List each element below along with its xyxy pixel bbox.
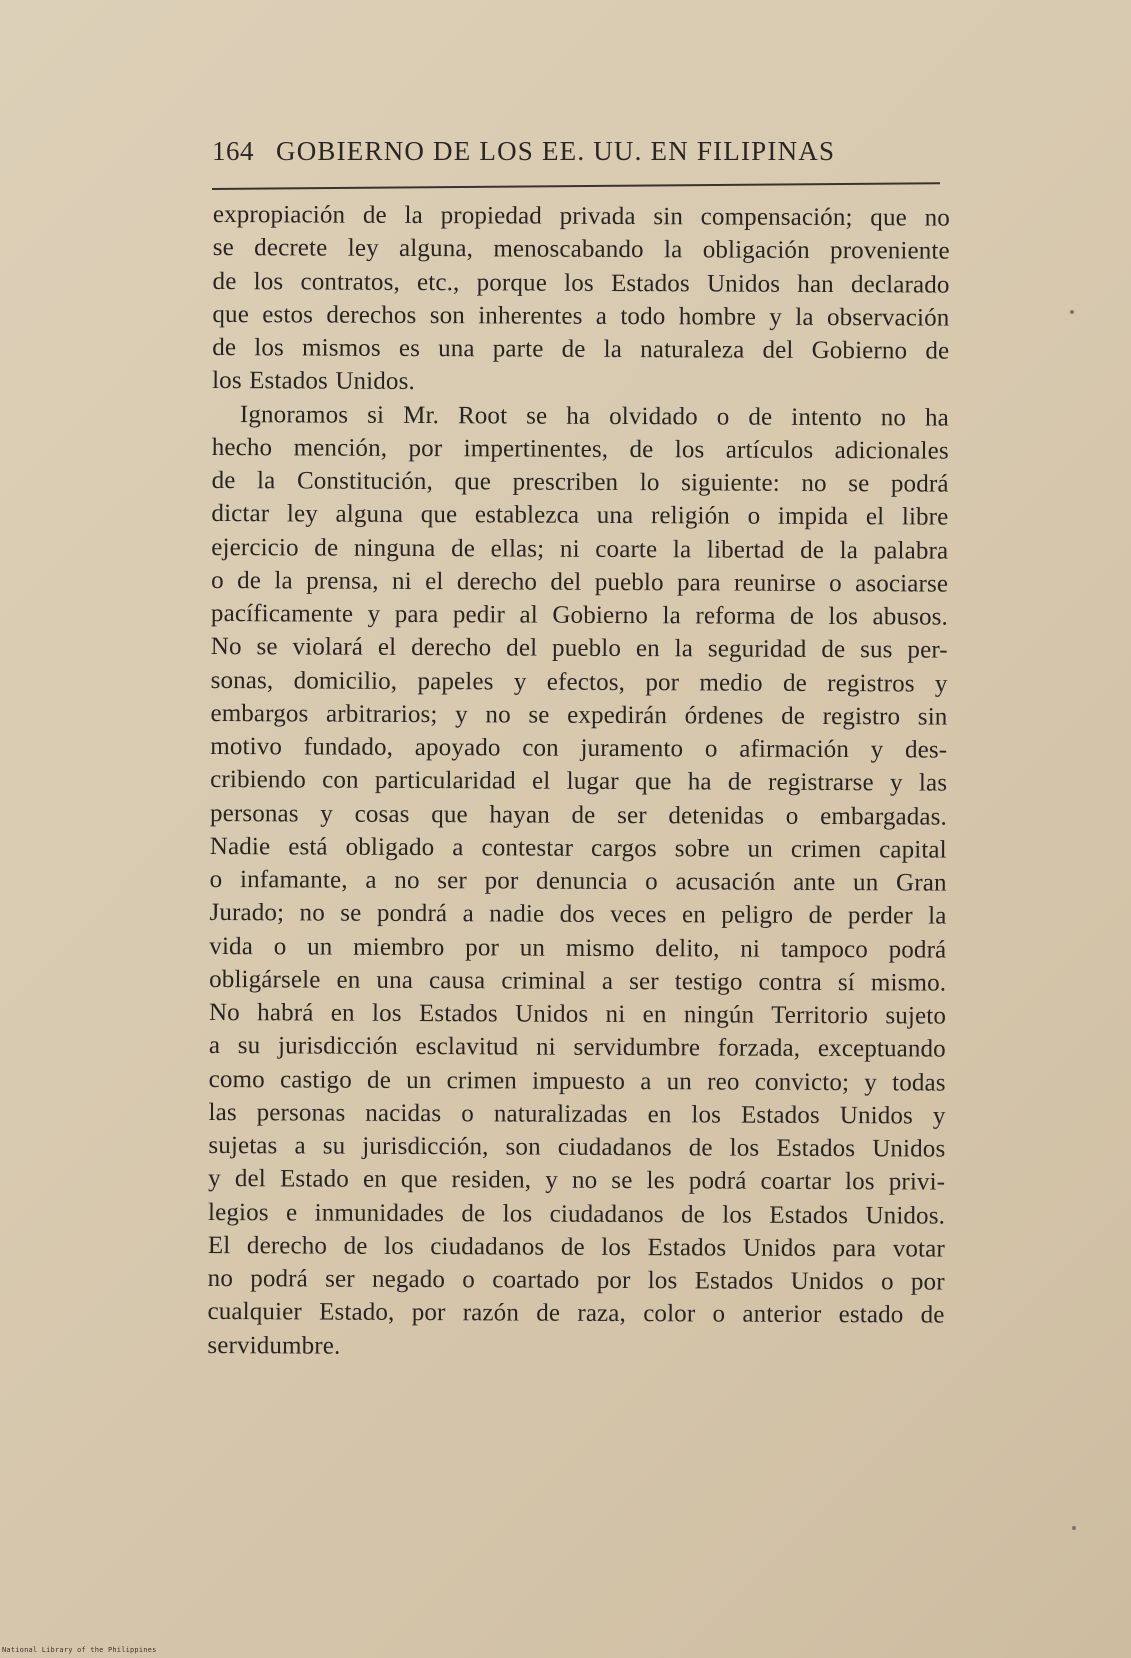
text-line: legios e inmunidades de los ciudadanos de los Estados Unidos. [207,1198,946,1230]
text-line: cribiendo con particularidad el lugar que ha de registrarse y las [210,766,948,797]
text-line: motivo fundado, apoyado con juramento o afirmación y des- [210,732,948,764]
text-line: Ignoramos si Mr. Root se ha olvidado o de intento no ha [239,400,950,432]
paper-speck [1070,310,1074,314]
text-line: No habrá en los Estados Unidos ni en ningún Territorio sujeto [208,998,947,1030]
paper-speck [1072,1526,1076,1530]
library-credit: National Library of the Philippines [2,1646,157,1654]
text-line: Jurado; no se pondrá a nadie dos veces en peligro de perder la [209,899,947,930]
body-text [207,198,950,1365]
text-line: ejercicio de ninguna de ellas; ni coarte la libertad de la palabra [211,533,949,565]
text-line: cualquier Estado, por razón de raza, color o anterior estado de [207,1298,945,1329]
text-line: no podrá ser negado o coartado por los Estados Unidos o por [207,1264,945,1296]
text-line: pacíficamente y para pedir al Gobierno la reforma de los abusos. [210,599,949,631]
text-line: Nadie está obligado a contestar cargos sobre un crimen capital [209,832,947,864]
text-line: a su jurisdicción esclavitud ni servidumbre forzada, exceptuando [208,1032,946,1063]
text-line: sujetas a su jurisdicción, son ciudadanos de los Estados Unidos [208,1131,946,1163]
text-line: hecho mención, por impertinentes, de los artículos adicionales [211,433,949,465]
header-rule [212,182,940,190]
text-line: vida o un miembro por un mismo delito, ni tampoco podrá [209,932,947,964]
text-line: No se violará el derecho del pueblo en la seguridad de sus per- [210,633,948,664]
running-title: GOBIERNO DE LOS EE. UU. EN FILIPINAS [276,136,836,166]
text-line: dictar ley alguna que establezca una religión o impida el libre [211,500,949,531]
page-number: 164 [212,136,254,166]
text-line: de los contratos, etc., porque los Estados Unidos han declarado [212,267,950,299]
text-line: embargos arbitrarios; y no se expedirán órdenes de registro sin [210,699,948,731]
text-line: como castigo de un crimen impuesto a un reo convicto; y todas [208,1065,946,1097]
text-line: que estos derechos son inherentes a todo hombre y la observación [212,300,950,332]
text-line: de los mismos es una parte de la naturaleza del Gobierno de [212,333,950,365]
text-line: las personas nacidas o naturalizadas en los Estados Unidos y [208,1098,946,1130]
text-line: o infamante, a no ser por denuncia o acusación ante un Gran [209,865,947,897]
text-line: obligársele en una causa criminal a ser testigo contra sí mismo. [209,965,947,997]
text-line: o de la prensa, ni el derecho del pueblo para reunirse o asociarse [211,566,949,598]
text-line: El derecho de los ciudadanos de los Estados Unidos para votar [207,1231,945,1263]
text-line: los Estados Unidos. [212,367,415,396]
running-head [212,136,942,176]
text-line: se decrete ley alguna, menoscabando la obligación proveniente [212,234,950,265]
text-line: y del Estado en que residen, y no se les podrá coartar los privi- [208,1165,946,1196]
text-line: expropiación de la propiedad privada sin compensación; que no [212,200,950,232]
text-line: sonas, domicilio, papeles y efectos, por medio de registros y [210,666,948,698]
text-line: personas y cosas que hayan de ser detenidas o embargadas. [209,799,948,831]
text-line: servidumbre. [207,1331,341,1360]
text-line: de la Constitución, que prescriben lo siguiente: no se podrá [211,466,949,498]
